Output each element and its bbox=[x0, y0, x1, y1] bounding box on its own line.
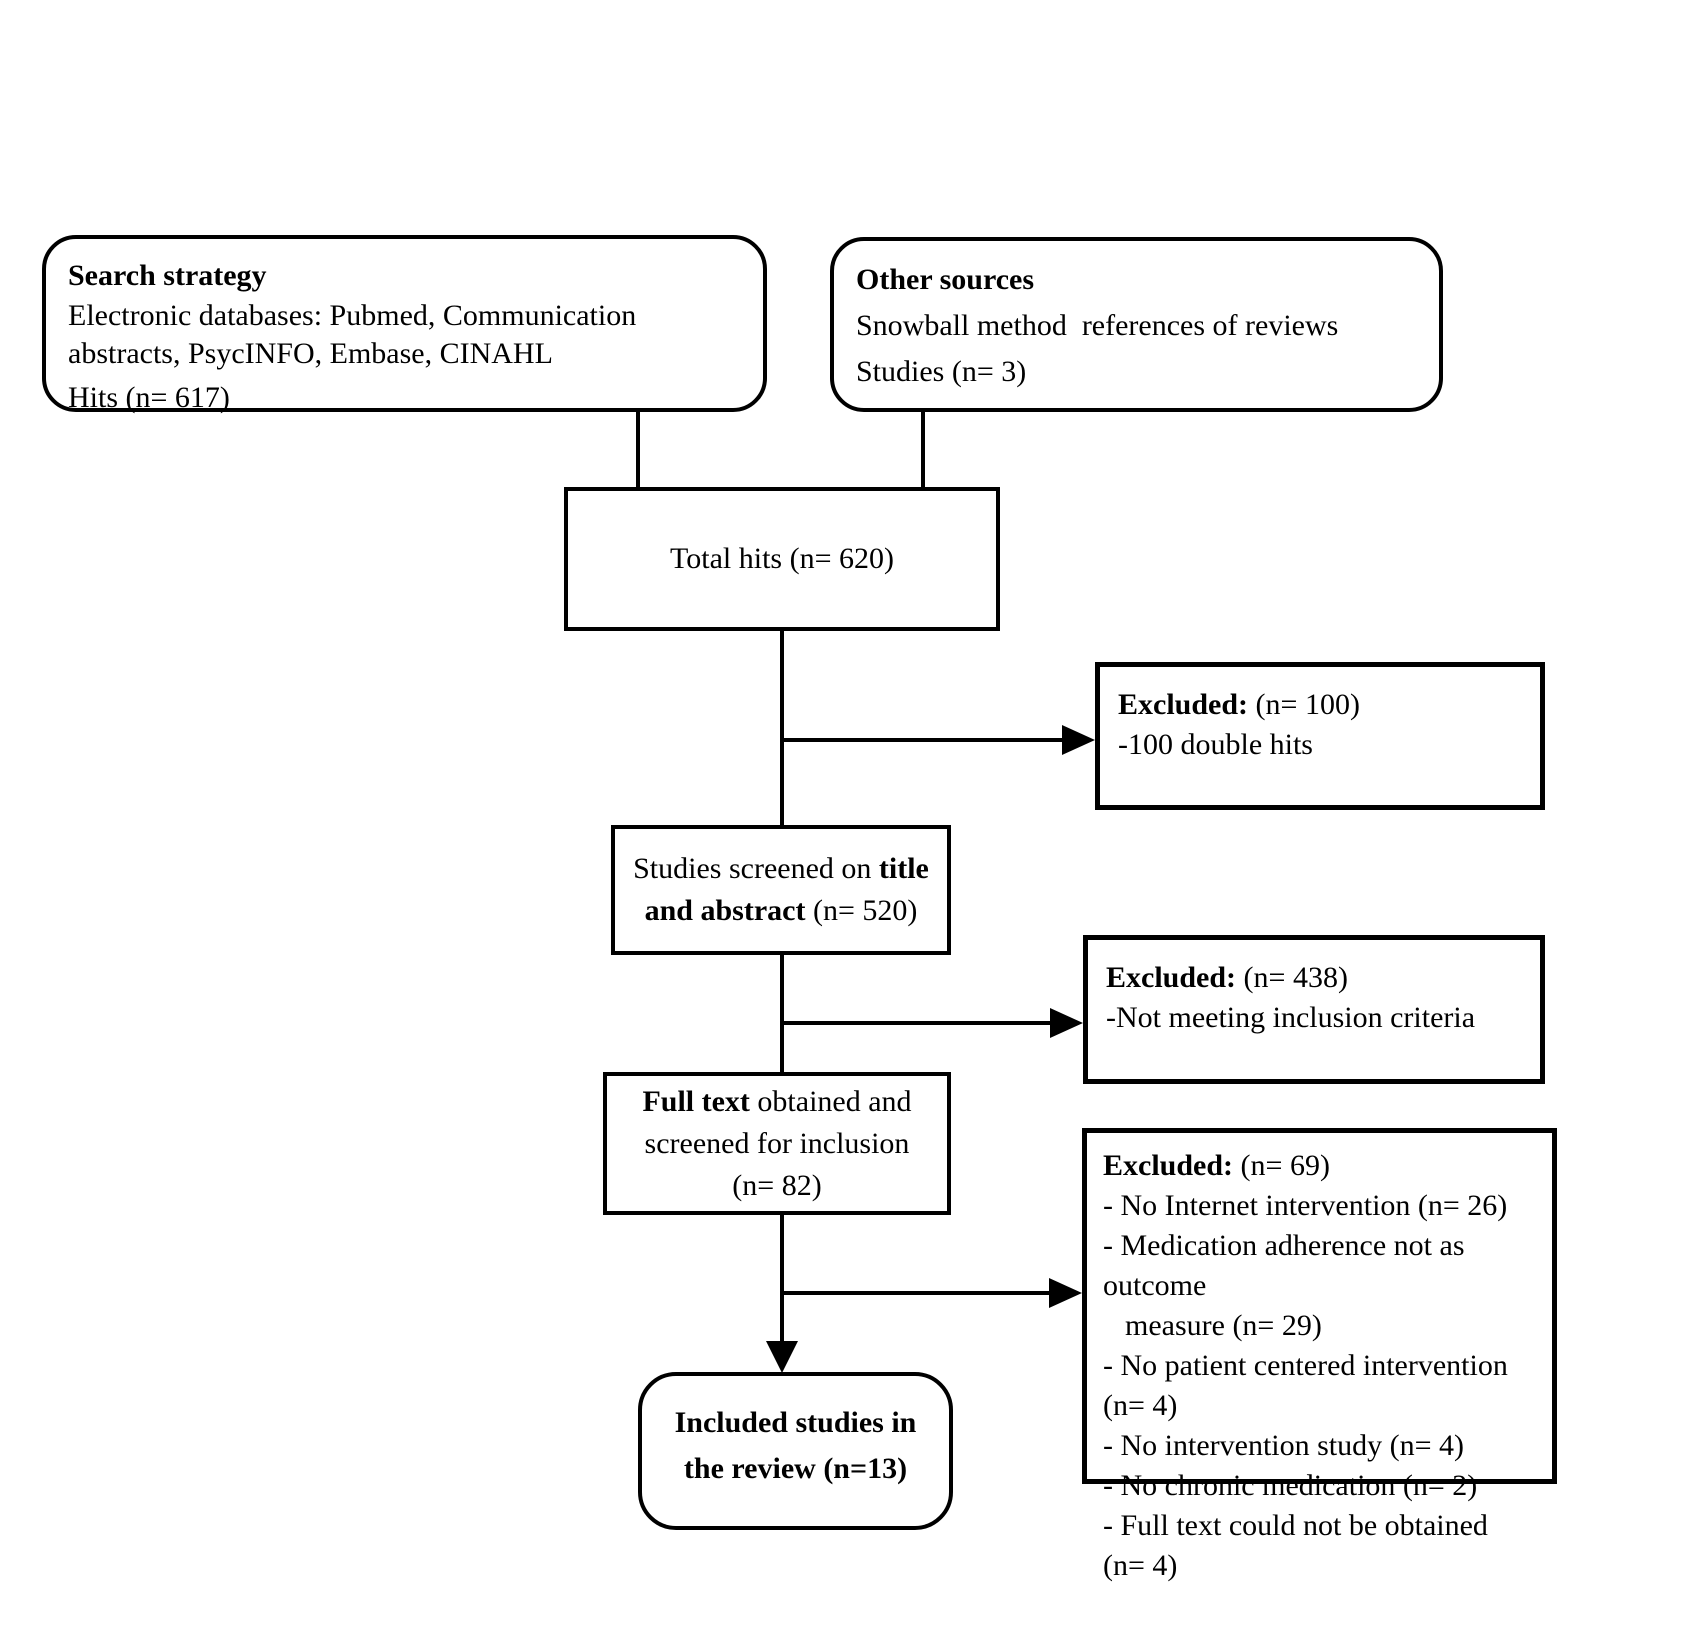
excluded-fulltext-reason: - No patient centered intervention (n= 4) bbox=[1103, 1349, 1516, 1422]
excluded-screening-heading-count: (n= 438) bbox=[1236, 961, 1348, 994]
excluded-fulltext-box bbox=[1082, 1128, 1557, 1582]
excluded-fulltext-heading-count: (n= 69) bbox=[1233, 1149, 1330, 1182]
excluded-duplicates-heading bbox=[1118, 685, 1522, 725]
search-strategy-title: Search strategy bbox=[68, 259, 267, 292]
arrowhead-excluded-screening bbox=[1050, 1008, 1083, 1038]
connector-total-to-screened bbox=[780, 629, 784, 827]
excluded-fulltext-reason: - No intervention study (n= 4) bbox=[1103, 1429, 1465, 1462]
fulltext-line bbox=[642, 1081, 911, 1123]
excluded-fulltext-reason: - No Internet intervention (n= 26) bbox=[1103, 1189, 1508, 1222]
excluded-screening-box bbox=[1083, 935, 1545, 1084]
included-studies-box bbox=[638, 1372, 953, 1530]
other-sources-line: Snowball method references of reviews bbox=[856, 309, 1339, 342]
screened-text-block bbox=[633, 848, 929, 932]
search-strategy-line: abstracts, PsycINFO, Embase, CINAHL bbox=[68, 337, 553, 370]
excluded-screening-heading-bold: Excluded: bbox=[1106, 961, 1237, 994]
screened-line2-text: (n= 520) bbox=[805, 894, 918, 927]
connector-branch-excluded-screening bbox=[780, 1021, 1053, 1025]
search-strategy-hits: Hits (n= 617) bbox=[68, 381, 230, 414]
excluded-duplicates-box bbox=[1095, 662, 1545, 810]
excluded-fulltext-reason: - Full text could not be obtained (n= 4) bbox=[1103, 1509, 1496, 1582]
total-hits-box bbox=[564, 487, 1000, 631]
connector-other-to-total bbox=[921, 410, 925, 489]
fulltext-line: (n= 82) bbox=[732, 1168, 822, 1202]
included-studies-line: the review (n=13) bbox=[683, 1452, 908, 1485]
fulltext-line: screened for inclusion bbox=[644, 1126, 910, 1160]
excluded-duplicates-heading-bold: Excluded: bbox=[1118, 688, 1249, 721]
fulltext-line1-bold: Full text bbox=[642, 1084, 750, 1118]
arrowhead-included bbox=[766, 1341, 798, 1373]
excluded-fulltext-heading-bold: Excluded: bbox=[1103, 1149, 1234, 1182]
screened-line2-bold: and abstract bbox=[644, 894, 806, 927]
connector-branch-excluded-duplicates bbox=[780, 738, 1065, 742]
search-strategy-box bbox=[42, 235, 767, 412]
total-hits-label: Total hits (n= 620) bbox=[670, 542, 894, 575]
screened-line bbox=[633, 890, 929, 932]
screened-line bbox=[633, 848, 929, 890]
included-studies-line: Included studies in bbox=[674, 1406, 917, 1439]
excluded-fulltext-reason: - No chronic medication (n= 2) bbox=[1103, 1469, 1478, 1502]
excluded-screening-heading bbox=[1106, 958, 1522, 998]
connector-branch-excluded-fulltext bbox=[780, 1291, 1052, 1295]
excluded-fulltext-reason: - Medication adherence not as outcome bbox=[1103, 1229, 1473, 1302]
arrowhead-excluded-fulltext bbox=[1049, 1278, 1082, 1308]
fulltext-box bbox=[603, 1072, 951, 1215]
screened-line1-bold: title bbox=[878, 852, 929, 885]
connector-screened-to-fulltext bbox=[780, 953, 784, 1074]
other-sources-box bbox=[830, 237, 1443, 412]
excluded-duplicates-heading-count: (n= 100) bbox=[1248, 688, 1360, 721]
arrowhead-excluded-duplicates bbox=[1062, 725, 1095, 755]
excluded-duplicates-reason: -100 double hits bbox=[1118, 728, 1313, 761]
connector-search-to-total bbox=[636, 410, 640, 489]
excluded-fulltext-heading bbox=[1103, 1146, 1536, 1186]
connector-fulltext-to-included bbox=[780, 1213, 784, 1345]
fulltext-text-block bbox=[642, 1081, 911, 1207]
screened-title-abstract-box bbox=[611, 825, 951, 955]
other-sources-studies: Studies (n= 3) bbox=[856, 355, 1027, 388]
screened-line1-text: Studies screened on bbox=[633, 852, 879, 885]
excluded-fulltext-reason-continued: measure (n= 29) bbox=[1125, 1309, 1322, 1342]
other-sources-title: Other sources bbox=[856, 263, 1035, 296]
fulltext-line1-text: obtained and bbox=[749, 1084, 912, 1118]
search-strategy-line: Electronic databases: Pubmed, Communication bbox=[68, 299, 637, 332]
excluded-screening-reason: -Not meeting inclusion criteria bbox=[1106, 1001, 1476, 1034]
